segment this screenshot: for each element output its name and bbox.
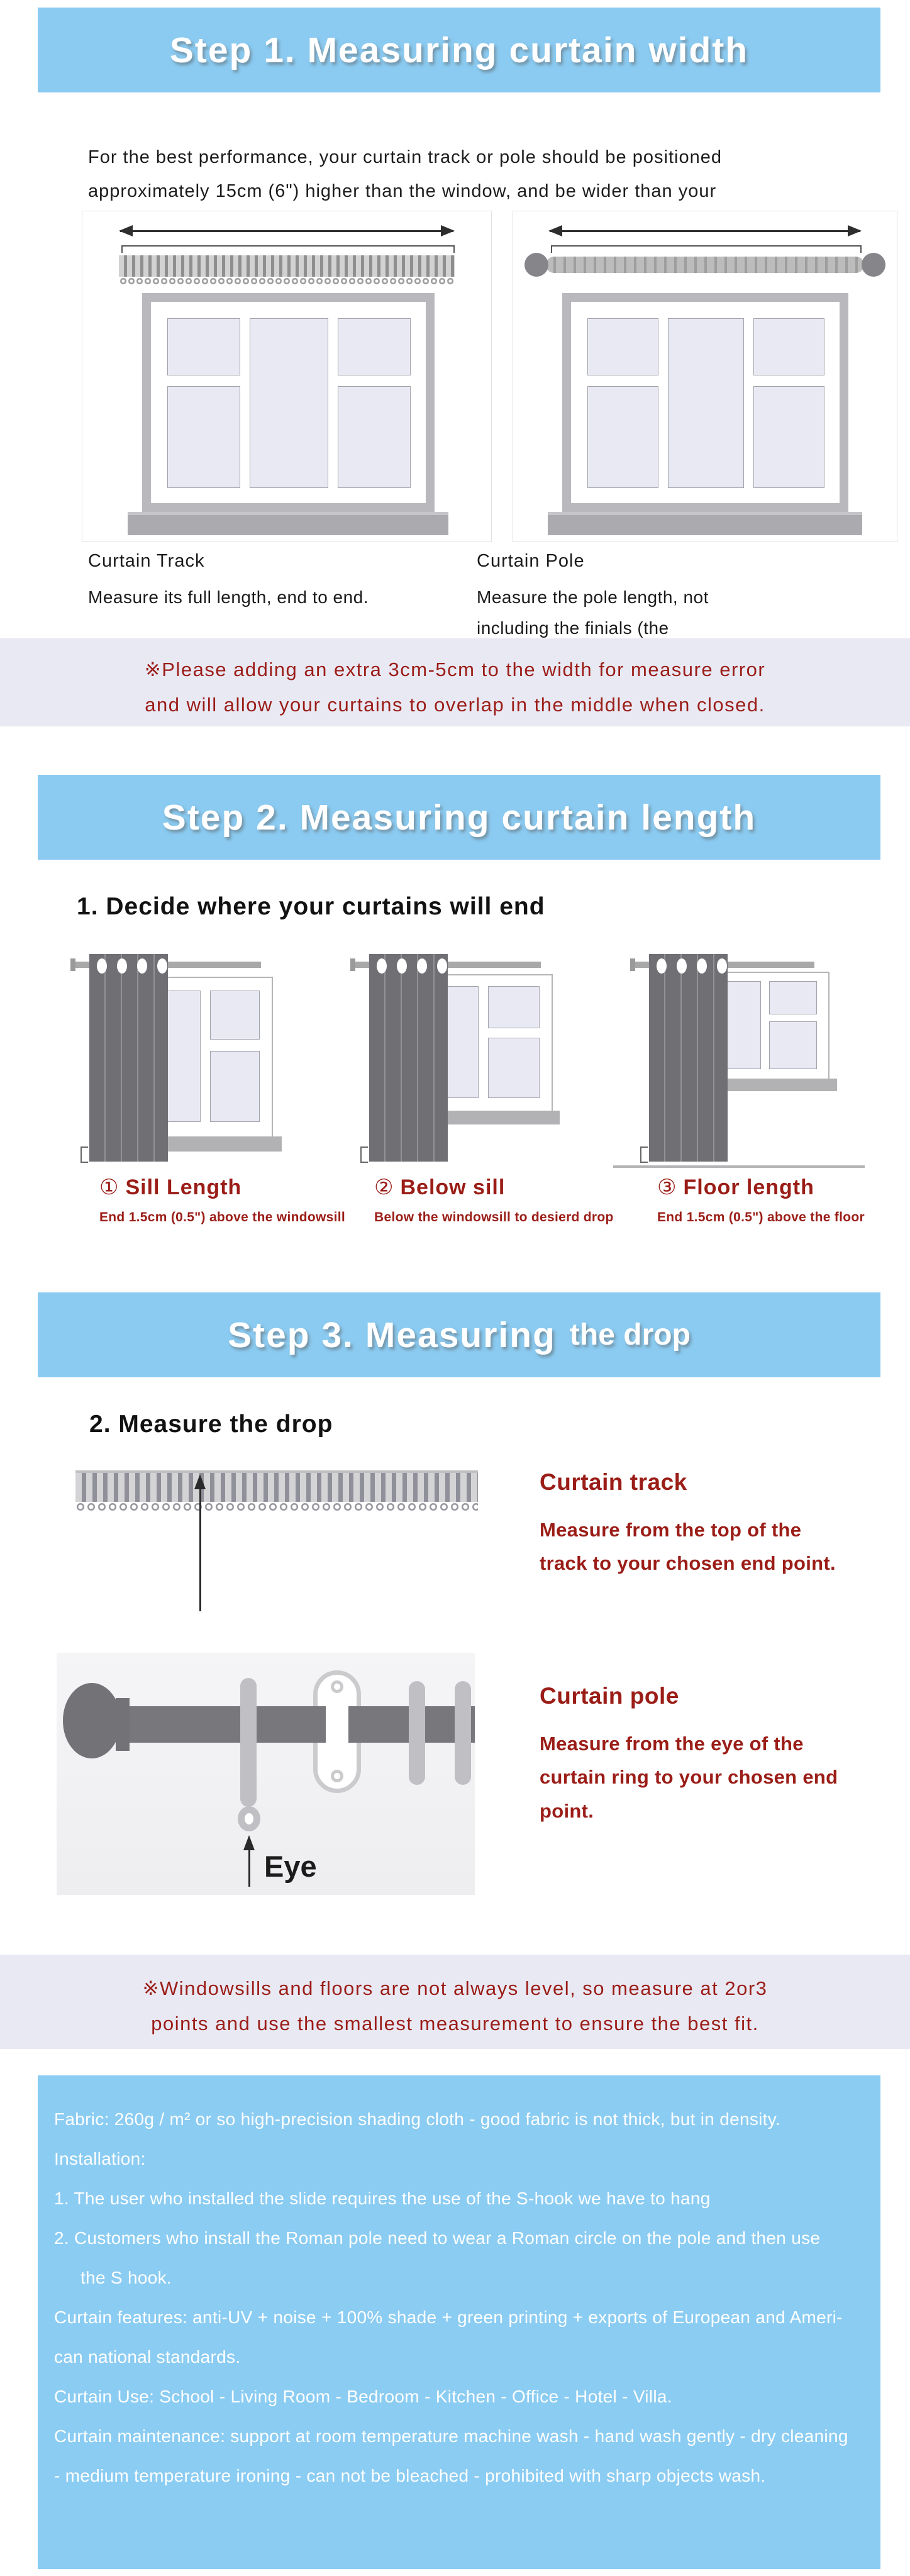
curtain-panel-graphic: [89, 954, 168, 1162]
pole-finial-right-icon: [862, 253, 885, 277]
circled-number-icon: ①: [99, 1175, 119, 1199]
up-arrowhead-icon: [194, 1474, 206, 1489]
grommet-icon: [397, 958, 407, 974]
window-pane: [167, 386, 240, 488]
caption-title: [99, 1175, 376, 1200]
pole-line-2: curtain ring to your chosen end: [540, 1766, 838, 1789]
details-line: - medium temperature ironing - can not be bleached - prohibited with sharp objects wash.: [54, 2466, 766, 2485]
step3-banner-subtitle: the drop: [569, 1318, 691, 1352]
caption-line: Measure the pole length, not: [477, 587, 709, 607]
window-graphic: [562, 293, 848, 512]
window-pane: [753, 318, 824, 376]
grommet-icon: [417, 958, 427, 974]
width-double-arrow-icon: [550, 230, 860, 232]
floor-length-illustration: [629, 947, 855, 1176]
window-pane: [769, 981, 817, 1014]
details-line: Fabric: 260g / m² or so high-precision shading cloth - good fabric is not thick, but in density.: [54, 2109, 781, 2129]
step2-banner-title: Step 2. Measuring curtain length: [162, 797, 757, 838]
floor-length-caption: [657, 1175, 910, 1225]
below-sill-illustration: [349, 947, 575, 1176]
details-line: can national standards.: [54, 2347, 241, 2367]
circled-number-icon: ③: [657, 1175, 677, 1199]
curtain-panel-graphic: [649, 954, 728, 1162]
grommet-icon: [717, 958, 727, 974]
track-hooks-row: [119, 277, 455, 286]
pole-line-1: Measure from the eye of the: [540, 1733, 804, 1755]
window-pane: [250, 318, 328, 489]
curtain-ring-icon: [409, 1681, 425, 1785]
pole-end-bracket: [70, 958, 75, 971]
grommet-icon: [437, 958, 447, 974]
window-graphic: [142, 293, 435, 512]
window-pane: [769, 1021, 817, 1069]
step3-heading: 2. Measure the drop: [89, 1411, 333, 1438]
pole-finial-icon: [63, 1683, 121, 1758]
sill-length-illustration: [69, 947, 296, 1176]
grommet-icon: [377, 958, 387, 974]
track-line-1: Measure from the top of the: [540, 1519, 802, 1541]
step2-banner: [38, 775, 880, 860]
arrowhead-right-icon: [848, 225, 862, 236]
curtain-pole-eye-illustration: [57, 1653, 475, 1895]
details-line: Installation:: [54, 2149, 146, 2168]
details-line: the S hook.: [80, 2268, 172, 2287]
grommet-icon: [117, 958, 127, 974]
track-line-2: track to your chosen end point.: [540, 1552, 836, 1575]
caption-title-text: Below sill: [400, 1175, 506, 1199]
floor-line-graphic: [613, 1165, 865, 1168]
measure-bracket-line: [121, 245, 455, 253]
curtain-track-instructions: [540, 1469, 892, 1580]
window-pane: [167, 318, 240, 376]
caption-line: including the finials (the: [477, 618, 669, 638]
grommet-icon: [137, 958, 147, 974]
step1-banner: [38, 8, 880, 92]
curtain-track-caption: [88, 551, 465, 613]
details-line: Curtain Use: School - Living Room - Bedroom - Kitchen - Office - Hotel - Villa.: [54, 2387, 672, 2406]
up-arrow-line: [199, 1488, 201, 1611]
step1-banner-title: Step 1. Measuring curtain width: [169, 30, 749, 70]
pole-line-3: point.: [540, 1799, 594, 1822]
caption-title: Curtain Pole: [477, 551, 585, 571]
product-details-panel: [38, 2075, 880, 2569]
length-bracket-icon: [640, 1146, 648, 1163]
screw-icon: [331, 1770, 343, 1782]
note-line-2: and will allow your curtains to overlap in the middle when closed.: [145, 693, 765, 716]
caption-desc: Below the windowsill to desierd drop: [374, 1210, 614, 1224]
curtain-track-graphic: [119, 255, 455, 277]
bracket-slot: [326, 1696, 348, 1766]
step3-banner: [38, 1292, 880, 1377]
circled-number-icon: ②: [374, 1175, 394, 1199]
curtain-pole-illustration: [513, 211, 897, 542]
note-line-1: ※Windowsills and floors are not always level, so measure at 2or3: [142, 1977, 768, 1999]
pole-end-bracket: [350, 958, 355, 971]
caption-title-text: Sill Length: [125, 1175, 242, 1199]
track-title: Curtain track: [540, 1469, 687, 1495]
curtain-pole-instructions: [540, 1683, 892, 1828]
window-pane: [488, 986, 540, 1028]
caption-desc: End 1.5cm (0.5") above the floor: [657, 1210, 865, 1224]
grommet-icon: [97, 958, 107, 974]
screw-icon: [331, 1680, 343, 1693]
details-line: 1. The user who installed the slide requires the use of the S-hook we have to hang: [54, 2189, 711, 2208]
window-pane: [587, 318, 658, 376]
below-sill-caption: [374, 1175, 651, 1225]
caption-title-text: Floor length: [683, 1175, 814, 1199]
details-line: 2. Customers who install the Roman pole need to wear a Roman circle on the pole and then use: [54, 2228, 821, 2248]
curtain-ring-icon: [240, 1678, 257, 1807]
width-note-banner: [0, 638, 910, 726]
note-line-2: points and use the smallest measurement to ensure the best fit.: [151, 2012, 759, 2035]
windowsill-graphic: [548, 512, 862, 535]
details-line: Curtain features: anti-UV + noise + 100% shade + green printing + exports of European and Ameri-: [54, 2307, 843, 2327]
window-inner-frame: [151, 302, 426, 503]
window-pane: [210, 991, 260, 1040]
window-pane: [338, 386, 411, 488]
arrowhead-left-icon: [548, 225, 562, 236]
finial-neck: [116, 1698, 130, 1751]
caption-line: Measure its full length, end to end.: [88, 587, 369, 607]
curtain-panel-graphic: [369, 954, 448, 1162]
intro-line-1: For the best performance, your curtain track or pole should be positioned: [88, 147, 722, 167]
width-double-arrow-icon: [120, 230, 453, 232]
eye-label: Eye: [264, 1850, 317, 1883]
pole-end-bracket: [630, 958, 635, 971]
pole-finial-left-icon: [524, 253, 548, 277]
caption-title: [657, 1175, 910, 1200]
grommet-icon: [697, 958, 707, 974]
arrowhead-right-icon: [441, 225, 455, 236]
window-pane: [753, 386, 824, 488]
window-pane: [488, 1038, 540, 1099]
grommet-icon: [157, 958, 167, 974]
details-line: Curtain maintenance: support at room temperature machine wash - hand wash gently - dry cleaning: [54, 2426, 848, 2446]
caption-title: [374, 1175, 651, 1200]
grommet-icon: [657, 958, 667, 974]
window-inner-frame: [571, 302, 840, 503]
grommet-icon: [677, 958, 687, 974]
up-arrowhead-icon: [243, 1835, 255, 1850]
window-pane: [587, 386, 658, 488]
windowsill-graphic: [128, 512, 448, 535]
measure-bracket-line: [551, 245, 862, 253]
length-bracket-icon: [360, 1146, 368, 1163]
caption-desc: End 1.5cm (0.5") above the windowsill: [99, 1210, 345, 1224]
window-pane: [338, 318, 411, 376]
curtain-track-illustration: [82, 211, 492, 542]
curtain-track-graphic: [75, 1470, 478, 1502]
step1-intro-paragraph: [88, 141, 868, 208]
up-arrow-line: [248, 1849, 250, 1887]
caption-title: Curtain Track: [88, 551, 205, 571]
intro-line-2: approximately 15cm (6") higher than the window, and be wider than your: [88, 180, 717, 201]
window-pane: [668, 318, 745, 489]
curtain-pole-caption: [477, 551, 867, 643]
step3-banner-title: Step 3. Measuring: [228, 1314, 556, 1355]
note-line-1: ※Please adding an extra 3cm-5cm to the width for measure error: [144, 658, 766, 680]
step2-heading: 1. Decide where your curtains will end: [77, 893, 545, 920]
track-hooks-row: [75, 1502, 478, 1512]
length-bracket-icon: [80, 1146, 88, 1163]
curtain-ring-icon: [455, 1681, 471, 1785]
sill-length-caption: [99, 1175, 376, 1225]
ring-eye-icon: [238, 1806, 260, 1831]
curtain-pole-graphic: [546, 257, 864, 273]
pole-title: Curtain pole: [540, 1683, 679, 1709]
window-pane: [210, 1051, 260, 1122]
level-note-banner: [0, 1955, 910, 2049]
arrowhead-left-icon: [119, 225, 133, 236]
